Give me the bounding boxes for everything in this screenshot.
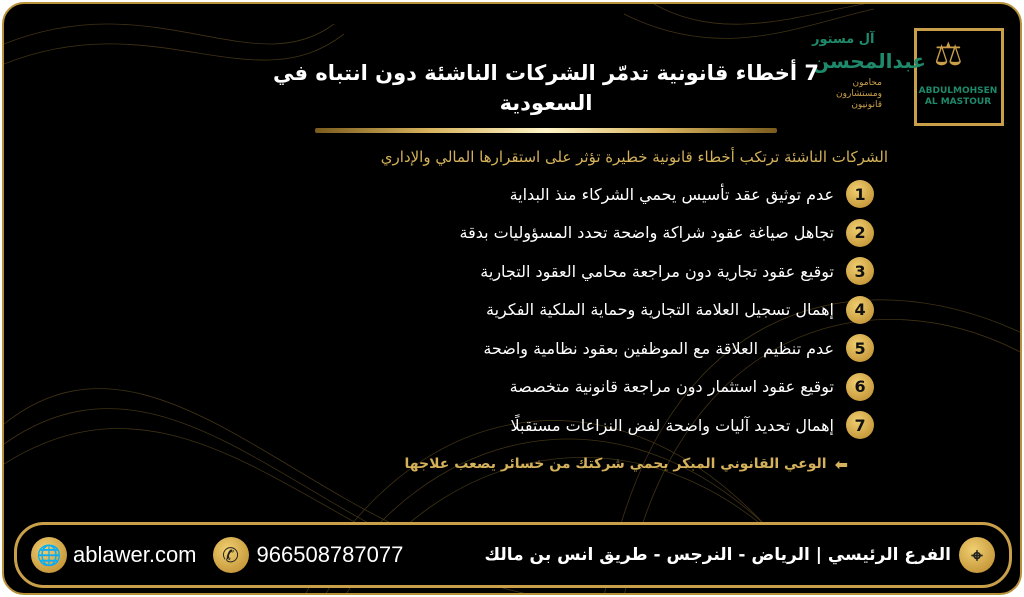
item-number-badge: 4 (846, 296, 874, 324)
item-number-badge: 6 (846, 373, 874, 401)
item-number-badge: 1 (846, 180, 874, 208)
infographic-card (2, 2, 1022, 595)
item-text: توقيع عقود تجارية دون مراجعة محامي العقود التجارية (480, 261, 834, 281)
main-content (204, 58, 888, 474)
contact-footer (14, 522, 1012, 588)
address-contact (419, 537, 995, 573)
phone-icon: ✆ (213, 537, 249, 573)
list-item (486, 295, 874, 325)
scales-of-justice-icon: ⚖ (934, 35, 963, 73)
mistakes-list (204, 179, 888, 449)
logo-english (916, 86, 1000, 108)
phone-text[interactable]: 966508787077 (256, 542, 404, 567)
website-text[interactable]: ablawer.com (73, 542, 197, 567)
item-text: تجاهل صياغة عقود شراكة واضحة تحدد المسؤوليات بدقة (459, 223, 834, 242)
item-number-badge: 5 (846, 334, 874, 362)
website-contact[interactable] (31, 537, 197, 573)
list-item (510, 372, 874, 402)
list-item (483, 333, 874, 363)
list-item (510, 179, 874, 209)
logo-arabic-top: آل مستور (812, 32, 875, 47)
item-text: إهمال تسجيل العلامة التجارية وحماية الملكية الفكرية (486, 300, 834, 319)
logo-arabic-tagline: محامون ومستشارون قانونيون (836, 78, 882, 110)
address-text: الفرع الرئيسي | الرياض - النرجس - طريق انس بن مالك (484, 545, 951, 565)
item-number-badge: 7 (846, 411, 874, 439)
item-number-badge: 2 (846, 219, 874, 247)
item-text: توقيع عقود استثمار دون مراجعة قانونية متخصصة (509, 377, 834, 396)
closing-note-text: الوعي القانوني المبكر يحمي شركتك من خسائر يصعب علاجها (404, 456, 827, 472)
logo-english-line1: ABDULMOHSEN (918, 86, 998, 96)
item-text: إهمال تحديد آليات واضحة لفض النزاعات مستقبلًا (510, 415, 834, 435)
location-pin-icon: ⌖ (959, 537, 995, 573)
globe-icon: 🌐 (31, 537, 67, 573)
subtitle: الشركات الناشئة ترتكب أخطاء قانونية خطيرة تؤثر على استقرارها المالي والإداري (380, 148, 888, 166)
item-text: عدم توثيق عقد تأسيس يحمي الشركاء منذ البداية (509, 184, 834, 204)
logo-arabic-name: عبدالمحسن (812, 49, 926, 73)
list-item (460, 218, 874, 248)
list-item (510, 410, 874, 440)
item-text: عدم تنظيم العلاقة مع الموظفين بعقود نظامية واضحة (483, 338, 834, 358)
gold-divider (315, 128, 777, 133)
logo-english-line2: AL MASTOUR (924, 97, 992, 107)
phone-contact[interactable] (213, 537, 404, 573)
item-number-badge: 3 (846, 257, 874, 285)
closing-note (204, 455, 888, 474)
page-title: 7 أخطاء قانونية تدمّر الشركات الناشئة دون انتباه في السعودية (273, 61, 819, 115)
list-item (480, 256, 874, 286)
arrow-left-icon: ⬅ (834, 454, 848, 474)
